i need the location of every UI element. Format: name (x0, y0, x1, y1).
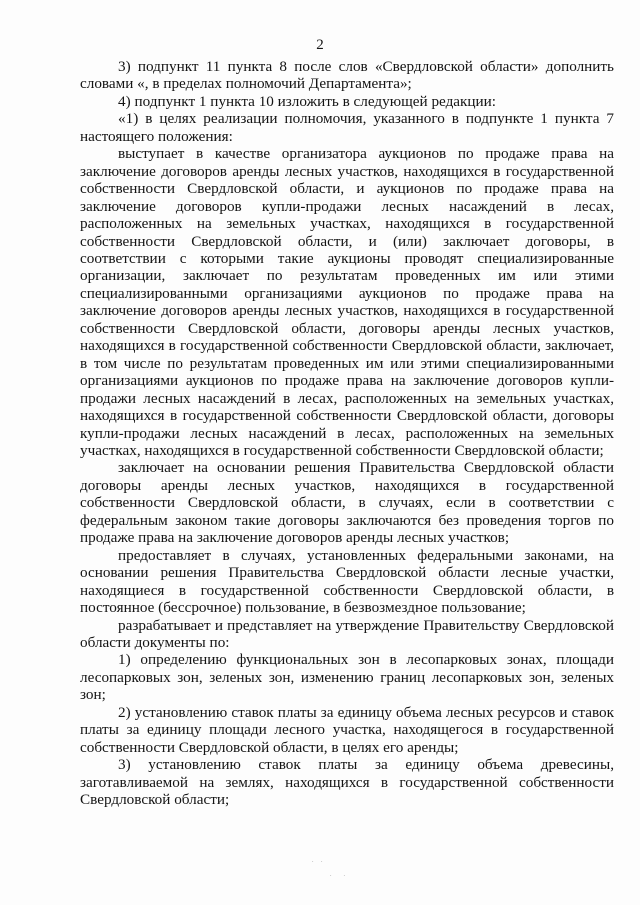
paragraph-amendment-4: 4) подпункт 1 пункта 10 изложить в следующей редакции: (118, 92, 497, 110)
page-number: 2 (316, 37, 324, 53)
list-item-payment-rates: 2) установлению ставок платы за единицу объема лесных ресурсов и ставок платы за единицу площади лесного участка, находящегося в государственной собственности Свердловской области, в целях его аренды; (80, 703, 614, 756)
paragraph-documents-intro: разрабатывает и представляет на утверждение Правительству Свердловской области документы по: (80, 616, 614, 651)
list-item-timber-rates: 3) установлению ставок платы за единицу объема древесины, заготавливаемой на землях, находящихся в государственной собственности Свердловской области; (80, 756, 614, 809)
scan-speck: . . (312, 858, 326, 864)
paragraph-subpoint-1: «1) в целях реализации полномочия, указанного в подпункте 1 пункта 7 настоящего положения: (80, 110, 614, 145)
paragraph-land-use-grant: предоставляет в случаях, установленных федеральными законами, на основании решения Правительства Свердловской области лесные участки, находящиеся в государственной собственности Свердловской области, в постоянное (бессрочное) пользование, в безвозмездное пользование; (80, 546, 614, 617)
scan-speck: . . (330, 872, 348, 878)
list-item-functional-zones: 1) определению функциональных зон в лесопарковых зонах, площади лесопарковых зон, зеленых зон, изменению границ лесопарковых зон, зеленых зон; (80, 651, 614, 704)
document-body (80, 58, 614, 808)
paragraph-amendment-3: 3) подпункт 11 пункта 8 после слов «Свердловской области» дополнить словами «, в пределах полномочий Департамента»; (80, 58, 614, 93)
paragraph-auction-organizer: выступает в качестве организатора аукционов по продаже права на заключение договоров аренды лесных участков, находящихся в государственной собственности Свердловской области, и аукционов по продаже права на заключение договоров купли-продажи лесных насаждений в лесах, расположенных на земельных участках, находящихся в государственной собственности Свердловской области, и (или) заключает договоры, в соответствии с которыми такие аукционы проводят специализированные организации, заключает по результатам проведенных им или этими специализированными организациями аукционов по продаже права на заключение договоров аренды лесных участков, находящихся в государственной собственности Свердловской области, договоры аренды лесных участков, находящихся в государственной собственности Свердловской области, заключает, в том числе по результатам проведенных им или этими специализированными организациями аукционов по продаже права на заключение договоров купли-продажи лесных насаждений в лесах, расположенных на земельных участках, находящихся в государственной собственности Свердловской области, договоры купли-продажи лесных насаждений в лесах, расположенных на земельных участках, находящихся в государственной собственности Свердловской области; (80, 145, 614, 459)
paragraph-lease-contracts: заключает на основании решения Правительства Свердловской области договоры аренды лесных участков, находящихся в государственной собственности Свердловской области, в случаях, если в соответствии с федеральным законом такие договоры заключаются без проведения торгов по продаже права на заключение договоров аренды лесных участков; (80, 459, 614, 547)
